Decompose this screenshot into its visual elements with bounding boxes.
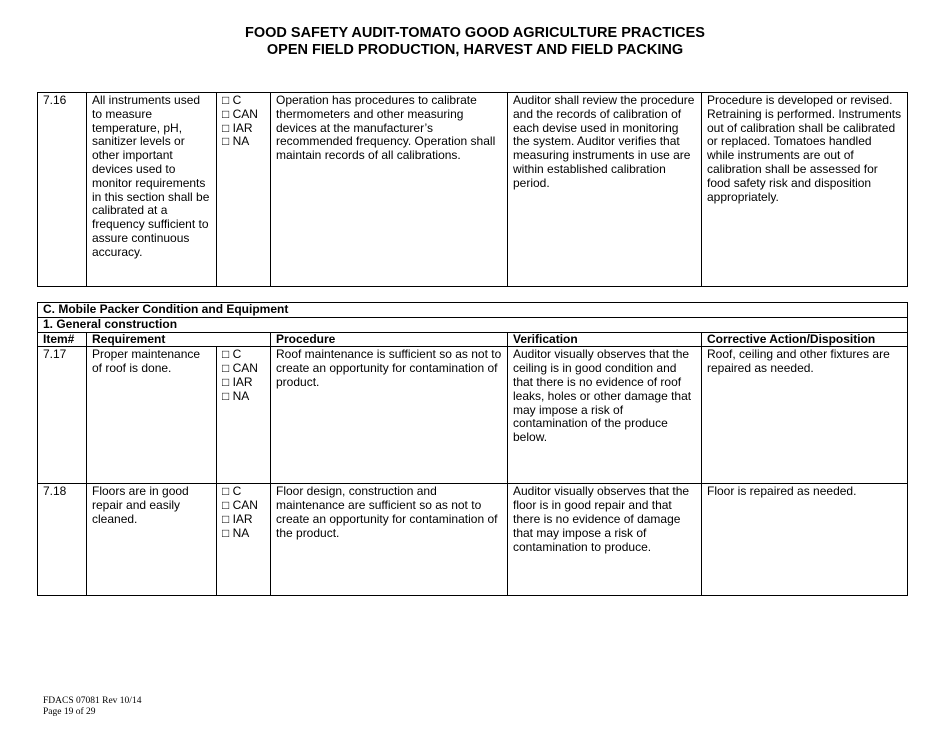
- verification-cell: Auditor shall review the procedure and the records of calibration of each devise used in monitoring the system. Auditor verifies that measuring instruments in use are within established calibration period.: [508, 93, 702, 287]
- document-title: [0, 25, 950, 59]
- item-number: 7.16: [38, 93, 87, 287]
- item-number: 7.18: [38, 484, 87, 596]
- option-c-checkbox[interactable]: □ C: [222, 484, 242, 499]
- subsection-title: 1. General construction: [38, 317, 908, 332]
- table-row: [38, 93, 908, 287]
- page-number: Page 19 of 29: [43, 707, 96, 717]
- section-heading-row: [38, 303, 908, 318]
- requirement-cell: Floors are in good repair and easily cleaned.: [87, 484, 217, 596]
- item-number: 7.17: [38, 347, 87, 484]
- option-can-checkbox[interactable]: □ CAN: [222, 361, 258, 376]
- corrective-action-cell: Roof, ceiling and other fixtures are repaired as needed.: [702, 347, 908, 484]
- header-corrective-action: Corrective Action/Disposition: [702, 332, 908, 347]
- header-procedure: Procedure: [271, 332, 508, 347]
- requirement-cell: All instruments used to measure temperature, pH, sanitizer levels or other important devices used to monitor requirements in this section shall be calibrated at a frequency sufficient to assure continuous accuracy.: [87, 93, 217, 287]
- option-iar-checkbox[interactable]: □ IAR: [222, 374, 253, 389]
- option-c-checkbox[interactable]: □ C: [222, 93, 242, 107]
- header-verification: Verification: [508, 332, 702, 347]
- option-na-checkbox[interactable]: □ NA: [222, 134, 250, 149]
- corrective-action-cell: Floor is repaired as needed.: [702, 484, 908, 596]
- section-title: C. Mobile Packer Condition and Equipment: [38, 303, 908, 318]
- audit-table-716: [37, 92, 908, 287]
- corrective-action-cell: Procedure is developed or revised. Retraining is performed. Instruments out of calibration shall be calibrated or replaced. Tomatoes handled while instruments are out of calibration shall be assessed for food safety risk and disposition appropriately.: [702, 93, 908, 287]
- header-item: Item#: [38, 332, 87, 347]
- option-iar-checkbox[interactable]: □ IAR: [222, 511, 253, 526]
- title-line-2: OPEN FIELD PRODUCTION, HARVEST AND FIELD PACKING: [266, 42, 684, 58]
- option-can-checkbox[interactable]: □ CAN: [222, 498, 258, 513]
- verification-cell: Auditor visually observes that the ceiling is in good condition and that there is no evidence of roof leaks, holes or other damage that may impose a risk of contamination of the produce below.: [508, 347, 702, 484]
- option-can-checkbox[interactable]: □ CAN: [222, 106, 258, 121]
- option-iar-checkbox[interactable]: □ IAR: [222, 120, 253, 135]
- page-footer: [43, 696, 141, 718]
- title-line-1: FOOD SAFETY AUDIT-TOMATO GOOD AGRICULTURE PRACTICES: [245, 25, 705, 41]
- subsection-heading-row: [38, 317, 908, 332]
- compliance-options: [217, 484, 271, 596]
- requirement-cell: Proper maintenance of roof is done.: [87, 347, 217, 484]
- option-c-checkbox[interactable]: □ C: [222, 347, 242, 362]
- procedure-cell: Operation has procedures to calibrate thermometers and other measuring devices at the manufacturer’s recommended frequency. Operation shall maintain records of all calibrations.: [271, 93, 508, 287]
- table-row: [38, 484, 908, 596]
- header-requirement: Requirement: [87, 332, 271, 347]
- procedure-cell: Floor design, construction and maintenance are sufficient so as not to create an opportunity for contamination of the product.: [271, 484, 508, 596]
- option-na-checkbox[interactable]: □ NA: [222, 525, 250, 540]
- compliance-options: [217, 347, 271, 484]
- column-header-row: [38, 332, 908, 347]
- table-row: [38, 347, 908, 484]
- compliance-options: [217, 93, 271, 287]
- form-number: FDACS 07081 Rev 10/14: [43, 696, 142, 706]
- audit-table-section-c: [37, 302, 908, 596]
- option-na-checkbox[interactable]: □ NA: [222, 388, 250, 403]
- procedure-cell: Roof maintenance is sufficient so as not to create an opportunity for contamination of product.: [271, 347, 508, 484]
- verification-cell: Auditor visually observes that the floor is in good repair and that there is no evidence of damage that may impose a risk of contamination to produce.: [508, 484, 702, 596]
